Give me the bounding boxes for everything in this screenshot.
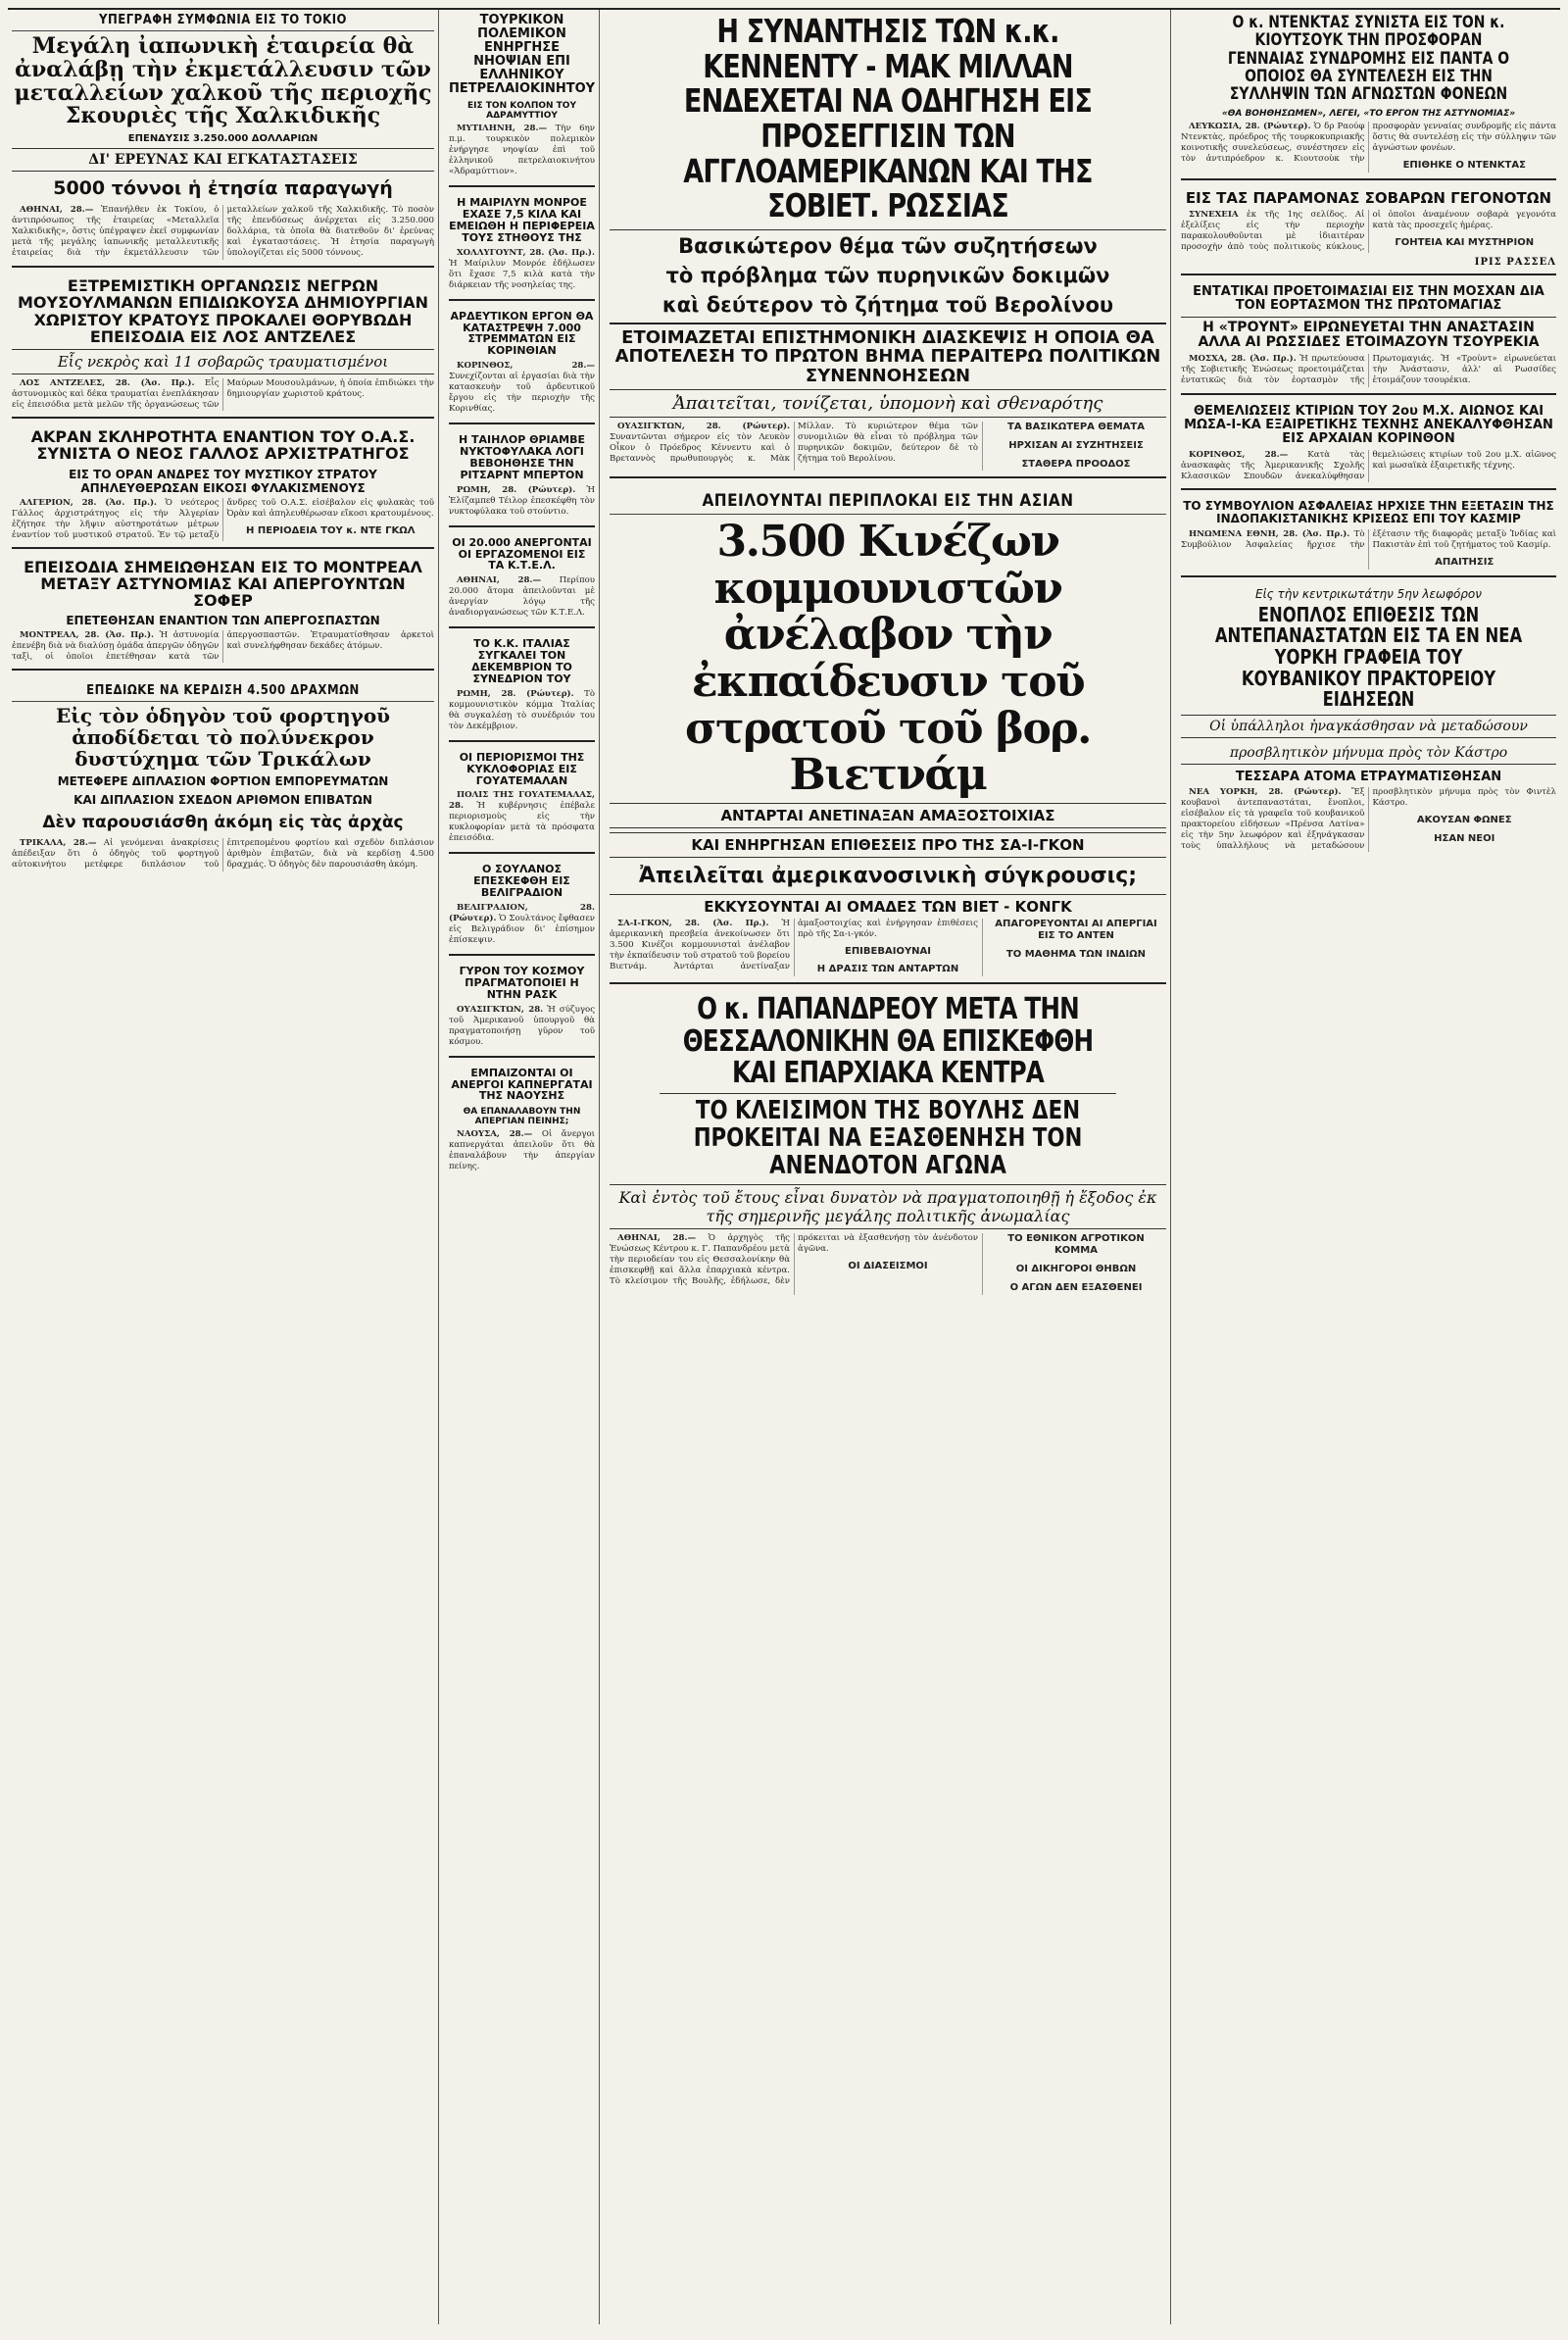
dateline: ΚΟΡΙΝΘΟΣ, 28.— (1189, 450, 1289, 461)
headline: ΘΕΜΕΛΙΩΣΕΙΣ ΚΤΙΡΙΩΝ ΤΟΥ 2ου Μ.Χ. ΑΙΩΝΟΣ ΚΑΙ ΜΩΣΑ-Ι-ΚΑ ΕΞΑΙΡΕΤΙΚΗΣ ΤΕΧΝΗΣ ΑΝΕΚΑΛΥΦΘΗΣΑΝ ΕΙΣ ΑΡΧΑΙΑΝ ΚΟΡΙΝΘΟΝ (1184, 404, 1553, 447)
section-head: Η ΠΕΡΙΟΔΕΙΑ ΤΟΥ κ. ΝΤΕ ΓΚΩΛ (246, 524, 416, 536)
section-head: ΑΠΑΓΟΡΕΥΟΝΤΑΙ ΑΙ ΑΠΕΡΓΙΑΙ ΕΙΣ ΤΟ ΑΝΤΕΝ (995, 918, 1157, 942)
article-text: Συνεχίζονται αἱ ἐργασίαι διὰ τὴν κατασκευὴν τοῦ ἀρδευτικοῦ ἔργου εἰς τὴν περιοχὴν τῆς Κορινθίας. (449, 372, 595, 415)
article-text: Αἱ γενόμεναι ἀνακρίσεις ἀπέδειξαν ὅτι ὁ ὁδηγὸς τοῦ φορτηγοῦ αὐτοκινήτου μετέφερε διπλάσιον τοῦ ἐπιτρεπομένου φορτίου καὶ σχεδὸν διπλάσιον ἀριθμὸν ἐπιβατῶν, διὰ νὰ κερδίσῃ 4.500 δραχμάς. Ὁ ὁδηγὸς δὲν παρουσιάσθη ἀκόμη. (12, 838, 434, 871)
article-body (449, 124, 595, 177)
section-head: ΗΣΑΝ ΝΕΟΙ (1434, 832, 1495, 844)
headline: Η ΣΥΝΑΝΤΗΣΙΣ ΤΩΝ κ.κ. ΚΕΝΝΕΝΤΥ - ΜΑΚ ΜΙΛΛΑΝ ΕΝΔΕΧΕΤΑΙ ΝΑ ΟΔΗΓΗΣΗ ΕΙΣ ΠΡΟΣΕΓΓΙΣΙΝ ΤΩΝ ΑΓΓΛΟΑΜΕΡΙΚΑΝΩΝ ΚΑΙ ΤΗΣ ΣΟΒΙΕΤ. ΡΩΣΣΙΑΣ (683, 12, 1093, 225)
subhead: ΕΠΕΝΔΥΣΙΣ 3.250.000 ΔΟΛΛΑΡΙΩΝ (127, 133, 318, 144)
dateline: ΟΥΑΣΙΓΚΤΩΝ, 28. (457, 1004, 544, 1015)
article-body (12, 205, 434, 260)
subhead-2: ΚΑΙ ΕΝΗΡΓΗΣΑΝ ΕΠΙΘΕΣΕΙΣ ΠΡΟ ΤΗΣ ΣΑ-Ι-ΓΚΟΝ (610, 832, 1166, 858)
dateline: ΛΟΣ ΑΝΤΖΕΛΕΣ, 28. (Ἀσ. Πρ.). (20, 378, 195, 389)
section-head: ΤΟ ΜΑΘΗΜΑ ΤΩΝ ΙΝΔΙΩΝ (1005, 949, 1147, 961)
byline: ΙΡΙΣ ΡΑΣΣΕΛ (1474, 256, 1556, 268)
article-irrigation (449, 311, 595, 425)
headline: ΤΟ Κ.Κ. ΙΤΑΛΙΑΣ ΣΥΓΚΑΛΕΙ ΤΟΝ ΔΕΚΕΜΒΡΙΟΝ ΤΟ ΣΥΝΕΔΡΙΟΝ ΤΟΥ (471, 637, 572, 685)
subhead: ΤΟ ΚΛΕΙΣΙΜΟΝ ΤΗΣ ΒΟΥΛΗΣ ΔΕΝ ΠΡΟΚΕΙΤΑΙ ΝΑ ΕΞΑΣΘΕΝΗΣΗ ΤΟΝ ΑΝΕΝΔΟΤΟΝ ΑΓΩΝΑ (660, 1093, 1116, 1179)
section-head: ΕΠΙΒΕΒΑΙΟΥΝΑΙ (844, 945, 932, 957)
article-body (610, 422, 1166, 471)
subhead: ΘΑ ΕΠΑΝΑΛΑΒΟΥΝ ΤΗΝ ΑΠΕΡΓΙΑΝ ΠΕΙΝΗΣ; (463, 1107, 581, 1127)
article-text: Οἱ ἄνεργοι καπνεργάται ἀπειλοῦν ὅτι θὰ ἐπαναλάβουν τὴν ἀπεργίαν πείνης. (449, 1129, 595, 1172)
dateline: ΜΟΣΧΑ, 28. (Ἀσ. Πρ.). (1189, 354, 1297, 365)
article-body (449, 1005, 595, 1048)
article-body (610, 1233, 1166, 1295)
article-papandreou (610, 994, 1166, 1301)
article-text: Ὁ ἀρχηγὸς τῆς Ἑνώσεως Κέντρου κ. Γ. Παπανδρέου μετὰ τὴν περιοδείαν του εἰς Θεσσαλονίκην θὰ ἐπισκεφθῇ καὶ ἄλλα ἐπαρχιακὰ κέντρα. Τὸ κλείσιμον τῆς Βουλῆς, ἐδήλωσε, δὲν πρόκειται νὰ ἐξασθενήσῃ τὸν ἀνένδοτον ἀγῶνα. (610, 1232, 978, 1286)
article-eve-of-events (1181, 190, 1556, 275)
dateline: ΛΕΥΚΩΣΙΑ, 28. (Ρώυτερ). (1189, 121, 1311, 131)
article-body (12, 838, 434, 871)
dateline: ΝΕΑ ΥΟΡΚΗ, 28. (Ρώυτερ). (1189, 786, 1342, 797)
dateline: ΑΘΗΝΑΙ, 28.— (457, 575, 542, 586)
dateline: ΜΥΤΙΛΗΝΗ, 28.— (457, 124, 548, 134)
article-body (1181, 210, 1556, 253)
article-body (449, 1129, 595, 1172)
article-kennedy-macmillan (610, 14, 1166, 478)
lead-line: 5000 τόννοι ἡ ἐτησία παραγωγή (53, 177, 393, 199)
italic-deck-2: προσβλητικὸν μήνυμα πρὸς τὸν Κάστρο (1181, 742, 1556, 765)
headline: ΕΝΤΑΤΙΚΑΙ ΠΡΟΕΤΟΙΜΑΣΙΑΙ ΕΙΣ ΤΗΝ ΜΟΣΧΑΝ ΔΙΑ ΤΟΝ ΕΟΡΤΑΣΜΟΝ ΤΗΣ ΠΡΩΤΟΜΑΓΙΑΣ (1193, 283, 1544, 313)
dateline: ΑΛΓΕΡΙΟΝ, 28. (Ἀσ. Πρ.). (20, 497, 157, 508)
article-turkish-warship (449, 14, 595, 187)
italic-deck: Ἀπειλεῖται ἀμερικανοσινικὴ σύγκρουσις; (638, 863, 1138, 888)
dateline: ΚΟΡΙΝΘΟΣ, 28.— (457, 361, 595, 372)
dateline: ΠΟΛΙΣ ΤΗΣ ΓΟΥΑΤΕΜΑΛΑΣ, 28. (449, 790, 595, 812)
subhead: ΕΤΟΙΜΑΖΕΤΑΙ ΕΠΙΣΤΗΜΟΝΙΚΗ ΔΙΑΣΚΕΨΙΣ Η ΟΠΟΙΑ ΘΑ ΑΠΟΤΕΛΕΣΗ ΤΟ ΠΡΩΤΟΝ ΒΗΜΑ ΠΕΡΑΙΤΕΡΩ ΠΟΛΙΤΙΚΩΝ ΣΥΝΕΝΝΟΗΣΕΩΝ (610, 323, 1166, 385)
headline: ΤΟΥΡΚΙΚΟΝ ΠΟΛΕΜΙΚΟΝ ΕΝΗΡΓΗΣΕ ΝΗΟΨΙΑΝ ΕΠΙ ΕΛΛΗΝΙΚΟΥ ΠΕΤΡΕΛΑΙΟΚΙΝΗΤΟΥ (449, 13, 596, 97)
headline: ΓΥΡΟΝ ΤΟΥ ΚΟΣΜΟΥ ΠΡΑΓΜΑΤΟΠΟΙΕΙ Η ΝΤΗΝ ΡΑΣΚ (459, 965, 585, 1001)
article-text: Ἡ πρωτεύουσα τῆς Σοβιετικῆς Ἑνώσεως προετοιμάζεται ἐντατικῶς διὰ τὸν ἑορτασμὸν τῆς Πρωτομαγιάς. Ἡ «Τροὺντ» εἰρωνεύεται τὴν Ἀνάστασιν, ἀλλ' αἱ Ρωσσίδες ἑτοιμάζουν τσουρέκια. (1181, 354, 1556, 386)
article-cuban-attack (1181, 587, 1556, 858)
dateline: ΡΩΜΗ, 28. (Ρώυτερ). (457, 484, 576, 495)
section-head: ΓΟΗΤΕΙΑ ΚΑΙ ΜΥΣΤΗΡΙΟΝ (1395, 236, 1535, 248)
italic-deck-1: Οἱ ὑπάλληλοι ἠναγκάσθησαν νὰ μεταδώσουν (1181, 715, 1556, 738)
dateline: ΣΥΝΕΧΕΙΑ (1189, 209, 1239, 220)
article-text: ἐκ τῆς 1ης σελίδος. Αἱ ἐξελίξεις εἰς τὴν περιοχὴν παρακολουθοῦνται μὲ ἰδιαιτέραν προσοχὴν ἀπὸ τοὺς πολιτικοὺς κύκλους, οἱ ὁποῖοι ἀναμένουν σοβαρὰ γεγονότα κατὰ τὰς προσεχεῖς ἡμέρας. (1181, 209, 1556, 252)
newspaper-page (8, 8, 1560, 2324)
article-vietnam (610, 488, 1166, 984)
article-text: Ἡ ἀστυνομία ἐπενέβη διὰ νὰ διαλύσῃ ὁμάδα ἀπεργῶν ὁδηγῶν ταξὶ, οἱ ὁποῖοι ἐπετέθησαν κατὰ τῶν ἀπεργοσπαστῶν. Ἐτραυματίσθησαν ἀρκετοὶ καὶ συνελήφθησαν δεκάδες ἀτόμων. (12, 630, 434, 663)
article-text: Τὸ Συμβούλιον Ἀσφαλείας ἤρχισε τὴν ἐξέτασιν τῆς διαφορᾶς μεταξὺ Ἰνδίας καὶ Πακιστὰν ἐπὶ τοῦ ζητήματος τοῦ Κασμίρ. (1181, 529, 1556, 551)
column-4 (1177, 10, 1560, 2324)
section-head: Ο ΑΓΩΝ ΔΕΝ ΕΞΑΣΘΕΝΕΙ (1009, 1281, 1143, 1293)
subhead-2: ΚΑΙ ΔΙΠΛΑΣΙΟΝ ΣΧΕΔΟΝ ΑΡΙΘΜΟΝ ΕΠΙΒΑΤΩΝ (74, 793, 372, 808)
section-head: ΣΤΑΘΕΡΑ ΠΡΟΟΔΟΣ (1021, 458, 1131, 470)
article-ktel (449, 537, 595, 629)
column-3 (606, 10, 1171, 2324)
section-head: ΟΙ ΔΙΑΣΕΙΣΜΟΙ (848, 1260, 928, 1271)
headline: Ο ΣΟΥΛΑΝΟΣ ΕΠΕΣΚΕΦΘΗ ΕΙΣ ΒΕΛΙΓΡΑΔΙΟΝ (473, 863, 570, 900)
subhead: Εἷς νεκρὸς καὶ 11 σοβαρῶς τραυματισμένοι (12, 349, 434, 374)
dateline: ΗΝΩΜΕΝΑ ΕΘΝΗ, 28. (Ἀσ. Πρ.). (1189, 529, 1350, 540)
section-head: ΤΟ ΕΘΝΙΚΟΝ ΑΓΡΟΤΙΚΟΝ ΚΟΜΜΑ (1007, 1232, 1145, 1257)
dateline: ΑΘΗΝΑΙ, 28.— (617, 1232, 697, 1243)
quote-line: «ΘΑ ΒΟΗΘΗΣΩΜΕΝ», ΛΕΓΕΙ, «ΤΟ ΕΡΓΟΝ ΤΗΣ ΑΣΤΥΝΟΜΙΑΣ» (1221, 108, 1516, 119)
article-japanese-copper (12, 10, 434, 268)
headline: Ο κ. ΝΤΕΝΚΤΑΣ ΣΥΝΙΣΤΑ ΕΙΣ ΤΟΝ κ. ΚΙΟΥΤΣΟΥΚ ΤΗΝ ΠΡΟΣΦΟΡΑΝ ΓΕΝΝΑΙΑΣ ΣΥΝΔΡΟΜΗΣ ΕΙΣ ΠΑΝΤΑ Ο ΟΠΟΙΟΣ ΘΑ ΣΥΝΤΕΛΕΣΗ ΕΙΣ ΤΗΝ ΣΥΛΛΗΨΙΝ ΤΩΝ ΑΓΝΩΣΤΩΝ ΦΟΝΕΩΝ (1227, 13, 1510, 105)
dateline: ΟΥΑΣΙΓΚΤΩΝ, 28. (Ρώυτερ). (617, 422, 790, 432)
article-body (449, 575, 595, 619)
article-body (12, 630, 434, 663)
kicker: ΥΠΕΓΡΑΦΗ ΣΥΜΦΩΝΙΑ ΕΙΣ ΤΟ ΤΟΚΙΟ (12, 10, 434, 31)
dateline: ΒΕΛΙΓΡΑΔΙΟΝ, 28. (Ρώυτερ). (449, 903, 595, 924)
subhead-3: ΕΚΚΥΣΟΥΝΤΑΙ ΑΙ ΟΜΑΔΕΣ ΤΩΝ ΒΙΕΤ - ΚΟΝΓΚ (610, 894, 1166, 916)
subhead: ΤΕΣΣΑΡΑ ΑΤΟΜΑ ΕΤΡΑΥΜΑΤΙΣΘΗΣΑΝ (1235, 769, 1502, 784)
article-trikala (12, 680, 434, 877)
article-body (449, 790, 595, 844)
headline: ΟΙ ΠΕΡΙΟΡΙΣΜΟΙ ΤΗΣ ΚΥΚΛΟΦΟΡΙΑΣ ΕΙΣ ΓΟΥΑΤΕΜΑΛΑΝ (459, 750, 585, 787)
lead-line: Δὲν παρουσιάσθη ἀκόμη εἰς τὰς ἀρχὰς (42, 813, 404, 833)
article-text: Τὴν 6ην π.μ. τουρκικὸν πολεμικὸν ἐνήργησε νηοψίαν ἐπὶ τοῦ ἑλληνικοῦ πετρελαιοκινήτου «Ἀδραμύττιον». (449, 124, 595, 177)
section-head: ΕΠΙΘΗΚΕ Ο ΝΤΕΝΚΤΑΣ (1402, 159, 1526, 171)
lead-line-1: Βασικώτερον θέμα τῶν συζητήσεων (610, 229, 1166, 258)
article-body (449, 689, 595, 732)
article-body (1181, 122, 1556, 173)
article-text: Ἡ σύζυγος τοῦ Ἀμερικανοῦ ὑπουργοῦ θὰ πραγματοποιήσῃ γῦρον τοῦ κόσμου. (449, 1004, 596, 1047)
article-body (12, 378, 434, 411)
dateline: ΑΘΗΝΑΙ, 28.— (20, 205, 94, 215)
subhead: ΕΙΣ ΤΟΝ ΚΟΛΠΟΝ ΤΟΥ ΑΔΡΑΜΥΤΤΙΟΥ (467, 101, 576, 122)
lead-line-3: καὶ δεύτερον τὸ ζήτημα τοῦ Βερολίνου (662, 292, 1114, 317)
headline: Ο κ. ΠΑΠΑΝΔΡΕΟΥ ΜΕΤΑ ΤΗΝ ΘΕΣΣΑΛΟΝΙΚΗΝ ΘΑ ΕΠΙΣΚΕΦΘΗ ΚΑΙ ΕΠΑΡΧΙΑΚΑ ΚΕΝΤΡΑ (682, 992, 1094, 1090)
article-denktash (1181, 14, 1556, 180)
headline: ΕΝΟΠΛΟΣ ΕΠΙΘΕΣΙΣ ΤΩΝ ΑΝΤΕΠΑΝΑΣΤΑΤΩΝ ΕΙΣ ΤΑ ΕΝ ΝΕΑ ΥΟΡΚΗ ΓΡΑΦΕΙΑ ΤΟΥ ΚΟΥΒΑΝΙΚΟΥ ΠΡΑΚΤΟΡΕΙΟΥ ΕΙΔΗΣΕΩΝ (1214, 602, 1523, 712)
headline: ΤΟ ΣΥΜΒΟΥΛΙΟΝ ΑΣΦΑΛΕΙΑΣ ΗΡΧΙΣΕ ΤΗΝ ΕΞΕΤΑΣΙΝ ΤΗΣ ΙΝΔΟΠΑΚΙΣΤΑΝΙΚΗΣ ΚΡΙΣΕΩΣ ΕΠΙ ΤΟΥ ΚΑΣΜΙΡ (1183, 499, 1554, 526)
headline: Η ΤΑΙΗΛΟΡ ΘΡΙΑΜΒΕ ΝΥΚΤΟΦΥΛΑΚΑ ΛΟΓΙ ΒΕΒΟΗΘΗΣΕ ΤΗΝ ΡΙΤΣΑΡΝΤ ΜΠΕΡΤΟΝ (459, 433, 585, 481)
article-rusk (449, 966, 595, 1058)
italic-deck: Καὶ ἐντὸς τοῦ ἔτους εἶναι δυνατὸν νὰ πραγματοποιηθῇ ἡ ἔξοδος ἐκ τῆς σημερινῆς μεγάλης πολιτικῆς ἀνωμαλίας (610, 1184, 1166, 1229)
article-text: Ἡ κυβέρνησις ἐπέβαλε περιορισμοὺς εἰς τὴν κυκλοφορίαν μετὰ τὰ πρόσφατα ἐπεισόδια. (449, 801, 595, 844)
article-text: Ἡ Ἐλίζαμπεθ Τέιλορ ἐπεσκέφθη τὸν νυκτοφύλακα τοῦ στούντιο. (449, 484, 596, 517)
article-body (12, 498, 434, 541)
article-body (449, 248, 595, 291)
article-body (610, 919, 1166, 977)
headline: ΑΡΔΕΥΤΙΚΟΝ ΕΡΓΟΝ ΘΑ ΚΑΤΑΣΤΡΕΨΗ 7.000 ΣΤΡΕΜΜΑΤΩΝ ΕΙΣ ΚΟΡΙΝΘΙΑΝ (450, 309, 594, 358)
headline: 3.500 Κινέζων κομμουνιστῶν ἀνέλαβον τὴν ἐκπαίδευσιν τοῦ στρατοῦ τοῦ βορ. Βιετνάμ (685, 517, 1091, 801)
article-body (1181, 354, 1556, 387)
article-kashmir (1181, 500, 1556, 577)
article-oas (12, 428, 434, 549)
section-head: Η ΔΡΑΣΙΣ ΤΩΝ ΑΝΤΑΡΤΩΝ (816, 964, 959, 975)
subhead-2: ΔΙ' ΕΡΕΥΝΑΣ ΚΑΙ ΕΓΚΑΤΑΣΤΑΣΕΙΣ (12, 148, 434, 172)
article-monroe (449, 197, 595, 301)
article-text: Τὸ κομμουνιστικὸν κόμμα Ἰταλίας θὰ συγκαλέσῃ τὸ συνέδριόν του τὸν Δεκέμβριον. (449, 688, 596, 731)
article-guatemala (449, 752, 595, 855)
dateline: ΣΑ-Ι-ΓΚΟΝ, 28. (Ἀσ. Πρ.). (617, 918, 769, 928)
headline: Μεγάλη ἰαπωνικὴ ἑταιρεία θὰ ἀναλάβῃ τὴν ἐκμετάλλευσιν τῶν μεταλλείων χαλκοῦ τῆς περιοχῆς Σκουριὲς τῆς Χαλκιδικῆς (14, 33, 432, 129)
article-text: Ὁ δρ Ραούφ Ντενκτὰς, πρόεδρος τῆς τουρκοκυπριακῆς κοινοτικῆς συνελεύσεως, συνέστησεν εἰς τὸν ἀντιπρόεδρον κ. Κιουτσοὺκ τὴν προσφορὰν γενναίας συνδρομῆς εἰς πάντα ὅστις θὰ συντελέσῃ εἰς τὴν σύλληψιν τῶν ἀγνώστων φονέων. (1181, 121, 1556, 164)
dateline: ΡΩΜΗ, 28. (Ρώυτερ). (457, 688, 574, 699)
headline: ΟΙ 20.000 ΑΝΕΡΓΟΝΤΑΙ ΟΙ ΕΡΓΑΖΟΜΕΝΟΙ ΕΙΣ ΤΑ Κ.Τ.Ε.Λ. (452, 535, 592, 573)
article-body (449, 485, 595, 518)
article-italian-communists (449, 638, 595, 742)
subhead: Η «ΤΡΟΥΝΤ» ΕΙΡΩΝΕΥΕΤΑΙ ΤΗΝ ΑΝΑΣΤΑΣΙΝ ΑΛΛΑ ΑΙ ΡΩΣΣΙΔΕΣ ΕΤΟΙΜΑΖΟΥΝ ΤΣΟΥΡΕΚΙΑ (1181, 317, 1556, 350)
subhead-1: ΑΝΤΑΡΤΑΙ ΑΝΕΤΙΝΑΞΑΝ ΑΜΑΞΟΣΤΟΙΧΙΑΣ (610, 803, 1166, 828)
article-body (449, 361, 595, 415)
article-body (449, 903, 595, 946)
section-head: ΗΡΧΙΣΑΝ ΑΙ ΣΥΖΗΤΗΣΕΙΣ (1008, 439, 1144, 451)
section-head: ΟΙ ΔΙΚΗΓΟΡΟΙ ΘΗΒΩΝ (1015, 1264, 1137, 1275)
article-body (1181, 529, 1556, 570)
headline: ΑΚΡΑΝ ΣΚΛΗΡΟΤΗΤΑ ΕΝΑΝΤΙΟΝ ΤΟΥ Ο.Α.Σ. ΣΥΝΙΣΤΑ Ο ΝΕΟΣ ΓΑΛΛΟΣ ΑΡΧΙΣΤΡΑΤΗΓΟΣ (30, 427, 416, 464)
article-body (1181, 450, 1556, 482)
subhead: ΕΠΕΤΕΘΗΣΑΝ ΕΝΑΝΤΙΟΝ ΤΩΝ ΑΠΕΡΓΟΣΠΑΣΤΩΝ (66, 614, 380, 628)
headline: Εἰς τὸν ὁδηγὸν τοῦ φορτηγοῦ ἀποδίδεται τὸ πολύνεκρον δυστύχημα τῶν Τρικάλων (55, 704, 391, 771)
article-text: Ὁ νεότερος Γάλλος ἀρχιστράτηγος εἰς τὴν Ἀλγερίαν ἐζήτησε τὴν λῆψιν αὐστηροτάτων μέτρων ἐναντίον τοῦ μυστικοῦ στρατοῦ. Ἐν τῷ μεταξὺ ἄνδρες τοῦ Ο.Α.Σ. εἰσέβαλον εἰς φυλακὰς τοῦ Ὀρὰν καὶ ἀπηλευθέρωσαν εἴκοσι κρατουμένους. (12, 497, 434, 540)
subhead: ΕΙΣ ΤΟ ΟΡΑΝ ΑΝΔΡΕΣ ΤΟΥ ΜΥΣΤΙΚΟΥ ΣΤΡΑΤΟΥ ΑΠΗΛΕΥΘΕΡΩΣΑΝ ΕΙΚΟΣΙ ΦΥΛΑΚΙΣΜΕΝΟΥΣ (69, 467, 377, 495)
article-text: Συναντῶνται σήμερον εἰς τὸν Λευκὸν Οἶκον ὁ Πρόεδρος Κέννεντυ καὶ ὁ Βρεταννὸς πρωθυπουργὸς κ. Μὰκ Μίλλαν. Τὸ κυριώτερον θέμα τῶν συνομιλιῶν θὰ εἶναι τὸ πρόβλημα τῶν πυρηνικῶν δοκιμῶν, δεύτερον δὲ τὸ ζήτημα τοῦ Βερολίνου. (610, 422, 978, 465)
section-head: ΤΑ ΒΑΣΙΚΩΤΕΡΑ ΘΕΜΑΤΑ (1007, 422, 1145, 433)
headline: ΕΙΣ ΤΑΣ ΠΑΡΑΜΟΝΑΣ ΣΟΒΑΡΩΝ ΓΕΓΟΝΟΤΩΝ (1185, 188, 1552, 207)
article-text: Ἔξ κουβανοὶ ἀντεπαναστάται, ἔνοπλοι, εἰσέβαλον εἰς τὰ γραφεῖα τοῦ κουβανικοῦ πρακτορείου εἰδήσεων «Πρένσα Λατίνα» εἰς τὴν 5ην λεωφόρον καὶ ἐξηνάγκασαν τοὺς ὑπαλλήλους νὰ μεταδώσουν προσβλητικὸν μήνυμα πρὸς τὸν Φιντὲλ Κάστρο. (1181, 786, 1556, 851)
dateline: ΧΟΛΛΥΓΟΥΝΤ, 28. (Ἀσ. Πρ.). (457, 247, 595, 258)
headline: ΕΞΤΡΕΜΙΣΤΙΚΗ ΟΡΓΑΝΩΣΙΣ ΝΕΓΡΩΝ ΜΟΥΣΟΥΛΜΑΝΩΝ ΕΠΙΔΙΩΚΟΥΣΑ ΔΗΜΙΟΥΡΓΙΑΝ ΧΩΡΙΣΤΟΥ ΚΡΑΤΟΥΣ ΠΡΟΚΑΛΕΙ ΘΟΡΥΒΩΔΗ ΕΠΕΙΣΟΔΙΑ ΕΙΣ ΛΟΣ ΑΝΤΖΕΛΕΣ (17, 276, 429, 346)
article-taylor (449, 434, 595, 527)
article-text: Ὁ Σουλτάνος ἔφθασεν εἰς Βελιγράδιον δι' ἐπίσημον ἐπίσκεψιν. (449, 914, 596, 946)
article-text: Εἷς ἀστυνομικὸς καὶ δέκα τραυματίαι ἐνεπλάκησαν εἰς ἐπεισόδια μετὰ μελῶν τῆς ὀργανώσεως τῶν Μαύρων Μουσουλμάνων, ἡ ὁποία ἐπιδιώκει τὴν δημιουργίαν χωριστοῦ κράτους. (12, 378, 434, 411)
section-head: ΑΠΑΙΤΗΣΙΣ (1435, 557, 1494, 569)
article-text: Ἡ Μαίριλυν Μονρόε ἐδήλωσεν ὅτι ἔχασε 7,5 κιλὰ κατὰ τὴν διάρκειαν τῆς νοσηλείας της. (449, 258, 595, 290)
kicker: ΑΠΕΙΛΟΥΝΤΑΙ ΠΕΡΙΠΛΟΚΑΙ ΕΙΣ ΤΗΝ ΑΣΙΑΝ (610, 488, 1166, 515)
article-text: Κατὰ τὰς ἀνασκαφὰς τῆς Ἀμερικανικῆς Σχολῆς Κλασσικῶν Σπουδῶν ἀνεκαλύφθησαν θεμελιώσεις κτιρίων τοῦ 2ου μ.Χ. αἰῶνος καὶ μωσαϊκὰ ἐξαιρετικῆς τέχνης. (1181, 450, 1556, 482)
article-text: Ἐπανήλθεν ἐκ Τοκίου, ὁ ἀντιπρόσωπος τῆς ἑταιρείας «Μεταλλεῖα Χαλκιδικῆς», ὅστις ὑπέγραψεν ἐκεῖ συμφωνίαν μετὰ τῆς μεγάλης ἰαπωνικῆς μεταλλευτικῆς ἑταιρείας διὰ τὴν ἐκμετάλλευσιν τῶν μεταλλείων χαλκοῦ τῆς Χαλκιδικῆς. Τὸ ποσὸν τῆς ἐπενδύσεως ἀνέρχεται εἰς 3.250.000 δολλάρια, τὰ ὁποῖα θὰ διατεθοῦν δι' ἐρεύνας καὶ ἐγκαταστάσεις. Ἡ ἐτησία παραγωγὴ ὑπολογίζεται εἰς 5000 τόννους. (12, 205, 434, 258)
column-2 (445, 10, 600, 2324)
headline: ΕΜΠΑΙΖΟΝΤΑΙ ΟΙ ΑΝΕΡΓΟΙ ΚΑΠΝΕΡΓΑΤΑΙ ΤΗΣ ΝΑΟΥΣΗΣ (451, 1066, 593, 1103)
italic-deck: Ἀπαιτεῖται, τονίζεται, ὑπομονὴ καὶ σθεναρότης (610, 389, 1166, 418)
dateline: ΤΡΙΚΑΛΑ, 28.— (20, 838, 97, 849)
article-moscow-mayday (1181, 285, 1556, 395)
kicker: Εἰς τὴν κεντρικωτάτην 5ην λεωφόρον (1255, 586, 1482, 601)
headline: Η ΜΑΙΡΙΛΥΝ ΜΟΝΡΟΕ ΕΧΑΣΕ 7,5 ΚΙΛΑ ΚΑΙ ΕΜΕΙΩΘΗ Η ΠΕΡΙΦΕΡΕΙΑ ΤΟΥΣ ΣΤΗΘΟΥΣ ΤΗΣ (449, 196, 595, 244)
lead-line-2: τὸ πρόβλημα τῶν πυρηνικῶν δοκιμῶν (665, 263, 1110, 287)
kicker: ΕΠΕΔΙΩΚΕ ΝΑ ΚΕΡΔΙΣΗ 4.500 ΔΡΑΧΜΩΝ (12, 680, 434, 702)
article-naousa (449, 1068, 595, 1181)
column-1 (8, 10, 439, 2324)
article-body (1181, 787, 1556, 852)
article-corinth-mosaics (1181, 405, 1556, 490)
article-text: Ἡ ἀμερικανικὴ πρεσβεία ἀνεκοίνωσεν ὅτι 3.500 Κινέζοι κομμουνισταὶ ἀνέλαβον τὴν ἐκπαίδευσιν τοῦ στρατοῦ τοῦ βορείου Βιετνάμ. Ἀντάρται ἀνετίναξαν ἀμαξοστοιχίας καὶ ἐνήργησαν ἐπιθέσεις πρὸ τῆς Σα-ι-γκόν. (610, 918, 978, 971)
section-head: ΑΚΟΥΣΑΝ ΦΩΝΕΣ (1416, 814, 1512, 825)
article-sultan (449, 864, 595, 956)
headline: ΕΠΕΙΣΟΔΙΑ ΣΗΜΕΙΩΘΗΣΑΝ ΕΙΣ ΤΟ ΜΟΝΤΡΕΑΛ ΜΕΤΑΞΥ ΑΣΤΥΝΟΜΙΑΣ ΚΑΙ ΑΠΕΡΓΟΥΝΤΩΝ ΣΟΦΕΡ (24, 557, 422, 611)
article-montreal (12, 559, 434, 672)
article-text: Περίπου 20.000 ἄτομα ἀπειλοῦνται μὲ ἀνεργίαν λόγῳ τῆς ἀναδιοργανώσεως τῶν Κ.Τ.Ε.Λ. (449, 575, 595, 619)
dateline: ΜΟΝΤΡΕΑΛ, 28. (Ἀσ. Πρ.). (20, 630, 154, 641)
dateline: ΝΑΟΥΣΑ, 28.— (457, 1129, 533, 1140)
subhead: ΜΕΤΕΦΕΡΕ ΔΙΠΛΑΣΙΟΝ ΦΟΡΤΙΟΝ ΕΜΠΟΡΕΥΜΑΤΩΝ (57, 774, 389, 789)
article-black-muslims (12, 277, 434, 419)
